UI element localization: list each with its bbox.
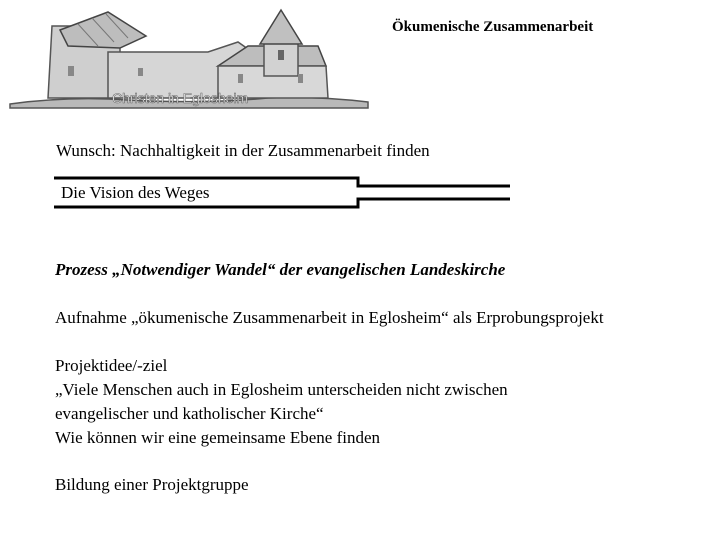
- prozess-heading: Prozess „Notwendiger Wandel“ der evangelischen Landeskirche: [55, 260, 506, 279]
- quote-line-1: „Viele Menschen auch in Eglosheim unterscheiden nicht zwischen: [55, 380, 508, 399]
- quote-line-2: evangelischer und katholischer Kirche“: [55, 404, 324, 423]
- projektidee-heading: Projektidee/-ziel: [55, 356, 168, 375]
- projektidee-block: [55, 354, 508, 450]
- logo-lettering: Christen in Eglosheim: [112, 90, 249, 106]
- vision-label: Die Vision des Weges: [61, 183, 210, 202]
- christen-in-eglosheim-logo: [8, 6, 370, 110]
- bildung-text: Bildung einer Projektgruppe: [55, 475, 249, 494]
- question-text: Wie können wir eine gemeinsame Ebene finden: [55, 428, 381, 447]
- page-title: Ökumenische Zusammenarbeit: [392, 19, 594, 35]
- wunsch-text: Wunsch: Nachhaltigkeit in der Zusammenarbeit finden: [56, 141, 430, 160]
- aufnahme-text: Aufnahme „ökumenische Zusammenarbeit in Eglosheim“ als Erprobungsprojekt: [55, 308, 604, 327]
